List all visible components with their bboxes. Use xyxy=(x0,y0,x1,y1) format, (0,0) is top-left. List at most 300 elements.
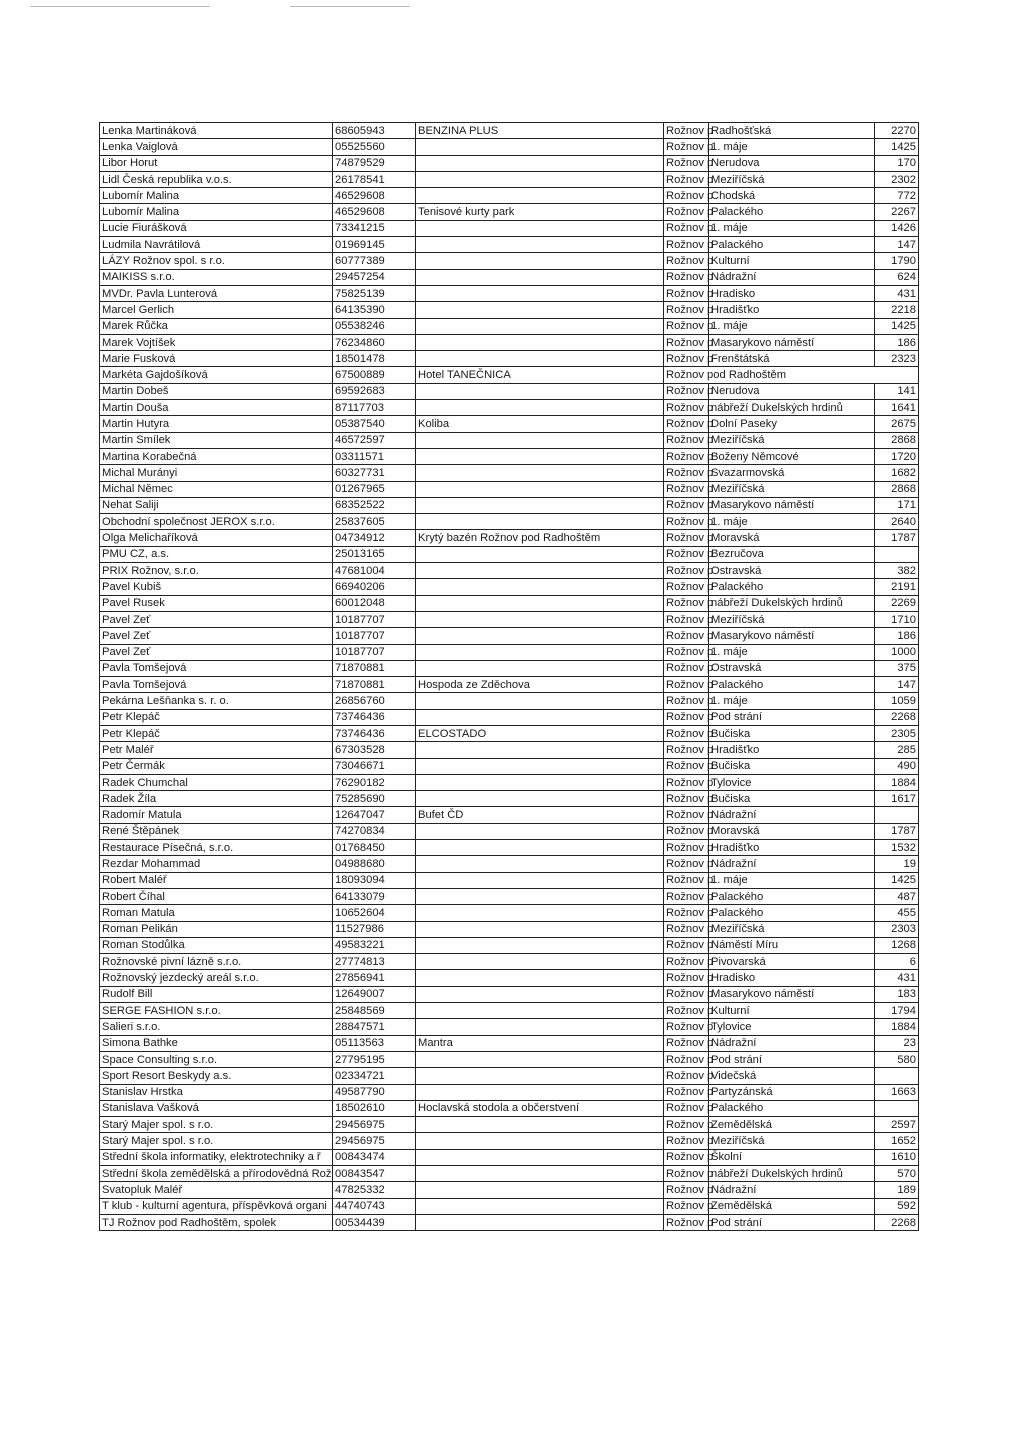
house-number-cell: 2268 xyxy=(875,709,919,725)
subject-name-cell: Střední škola zemědělská a přírodovědná Rož xyxy=(100,1166,333,1182)
establishment-cell xyxy=(416,872,664,888)
table-row xyxy=(100,774,919,790)
ico-cell: 46529608 xyxy=(333,188,416,204)
table-row xyxy=(100,123,919,139)
table-row xyxy=(100,334,919,350)
town-cell: Rožnov p xyxy=(664,823,709,839)
table-row xyxy=(100,1182,919,1198)
street-cell: Masarykovo náměstí xyxy=(709,334,875,350)
establishment-cell xyxy=(416,823,664,839)
establishment-cell xyxy=(416,921,664,937)
establishment-cell: BENZINA PLUS xyxy=(416,123,664,139)
house-number-cell: 2305 xyxy=(875,725,919,741)
table-row xyxy=(100,595,919,611)
town-cell: Rožnov p xyxy=(664,204,709,220)
town-cell: Rožnov p xyxy=(664,1019,709,1035)
ico-cell: 64135390 xyxy=(333,302,416,318)
street-cell: Hradisko xyxy=(709,970,875,986)
table-row xyxy=(100,1149,919,1165)
establishment-cell xyxy=(416,856,664,872)
town-cell: Rožnov p xyxy=(664,1003,709,1019)
establishment-cell xyxy=(416,432,664,448)
street-cell: Dolní Paseky xyxy=(709,416,875,432)
subject-name-cell: Radomír Matula xyxy=(100,807,333,823)
subject-name-cell: Roman Stodůlka xyxy=(100,937,333,953)
town-cell: Rožnov p xyxy=(664,1035,709,1051)
subject-name-cell: Markéta Gajdošíková xyxy=(100,367,333,383)
ico-cell: 73746436 xyxy=(333,709,416,725)
establishment-cell: Koliba xyxy=(416,416,664,432)
establishment-cell xyxy=(416,709,664,725)
table-row xyxy=(100,139,919,155)
town-cell: Rožnov p xyxy=(664,269,709,285)
town-cell: Rožnov p xyxy=(664,660,709,676)
street-cell: Pod strání xyxy=(709,1214,875,1230)
table-row xyxy=(100,872,919,888)
street-cell: Hradišťko xyxy=(709,302,875,318)
table-row xyxy=(100,1100,919,1116)
establishment-cell: Bufet ČD xyxy=(416,807,664,823)
town-cell: Rožnov p xyxy=(664,725,709,741)
street-cell: Palackého xyxy=(709,204,875,220)
town-cell: Rožnov p xyxy=(664,758,709,774)
town-cell: Rožnov p xyxy=(664,253,709,269)
ico-cell: 27774813 xyxy=(333,954,416,970)
table-row xyxy=(100,383,919,399)
town-cell: Rožnov p xyxy=(664,1051,709,1067)
subject-name-cell: Pavel Zeť xyxy=(100,644,333,660)
subject-name-cell: Střední škola informatiky, elektrotechniky a ř xyxy=(100,1149,333,1165)
street-cell: Pod strání xyxy=(709,709,875,725)
subject-name-cell: Lidl Česká republika v.o.s. xyxy=(100,171,333,187)
ico-cell: 10187707 xyxy=(333,611,416,627)
street-cell: Chodská xyxy=(709,188,875,204)
ico-cell: 60012048 xyxy=(333,595,416,611)
establishment-cell xyxy=(416,937,664,953)
town-cell: Rožnov p xyxy=(664,595,709,611)
table-row xyxy=(100,400,919,416)
street-cell: Bučiska xyxy=(709,758,875,774)
ico-cell: 12649007 xyxy=(333,986,416,1002)
table-row xyxy=(100,188,919,204)
town-cell: Rožnov p xyxy=(664,579,709,595)
street-cell: 1. máje xyxy=(709,514,875,530)
street-cell: 1. máje xyxy=(709,220,875,236)
register-table xyxy=(99,122,919,1231)
establishment-cell xyxy=(416,1166,664,1182)
subject-name-cell: LÁZY Rožnov spol. s r.o. xyxy=(100,253,333,269)
ico-cell: 73746436 xyxy=(333,725,416,741)
table-row xyxy=(100,269,919,285)
subject-name-cell: Lubomír Malina xyxy=(100,188,333,204)
street-cell: Palackého xyxy=(709,888,875,904)
town-cell: Rožnov p xyxy=(664,840,709,856)
street-cell: Masarykovo náměstí xyxy=(709,628,875,644)
town-cell: Rožnov p xyxy=(664,1133,709,1149)
ico-cell: 67303528 xyxy=(333,742,416,758)
town-cell: Rožnov p xyxy=(664,514,709,530)
subject-name-cell: Pavel Zeť xyxy=(100,628,333,644)
town-cell: Rožnov p xyxy=(664,628,709,644)
street-cell: Nerudova xyxy=(709,155,875,171)
town-cell: Rožnov p xyxy=(664,1214,709,1230)
town-cell: Rožnov p xyxy=(664,448,709,464)
town-cell: Rožnov p xyxy=(664,1198,709,1214)
town-cell: Rožnov p xyxy=(664,1084,709,1100)
house-number-cell: 189 xyxy=(875,1182,919,1198)
establishment-cell xyxy=(416,1149,664,1165)
ico-cell: 47681004 xyxy=(333,563,416,579)
town-cell: Rožnov p xyxy=(664,791,709,807)
street-cell: Nádražní xyxy=(709,807,875,823)
street-cell: Nádražní xyxy=(709,1035,875,1051)
house-number-cell xyxy=(875,1068,919,1084)
subject-name-cell: Robert Maléř xyxy=(100,872,333,888)
house-number-cell: 431 xyxy=(875,285,919,301)
ico-cell: 87117703 xyxy=(333,400,416,416)
subject-name-cell: Petr Čermák xyxy=(100,758,333,774)
town-cell: Rožnov p xyxy=(664,302,709,318)
subject-name-cell: Obchodní společnost JEROX s.r.o. xyxy=(100,514,333,530)
ico-cell: 05538246 xyxy=(333,318,416,334)
street-cell: Školní xyxy=(709,1149,875,1165)
house-number-cell: 183 xyxy=(875,986,919,1002)
town-cell: Rožnov p xyxy=(664,611,709,627)
house-number-cell: 1790 xyxy=(875,253,919,269)
table-row xyxy=(100,546,919,562)
ico-cell: 01267965 xyxy=(333,481,416,497)
house-number-cell: 170 xyxy=(875,155,919,171)
table-row xyxy=(100,1198,919,1214)
ico-cell: 18502610 xyxy=(333,1100,416,1116)
ico-cell: 74270834 xyxy=(333,823,416,839)
establishment-cell xyxy=(416,155,664,171)
ico-cell: 64133079 xyxy=(333,888,416,904)
table-row xyxy=(100,970,919,986)
subject-name-cell: Marie Fusková xyxy=(100,351,333,367)
town-cell: Rožnov p xyxy=(664,188,709,204)
town-cell: Rožnov p xyxy=(664,432,709,448)
subject-name-cell: Petr Klepáč xyxy=(100,709,333,725)
house-number-cell: 6 xyxy=(875,954,919,970)
scan-artifact xyxy=(290,6,410,7)
house-number-cell: 2270 xyxy=(875,123,919,139)
subject-name-cell: Ludmila Navrátilová xyxy=(100,237,333,253)
table-row xyxy=(100,709,919,725)
street-cell: Svazarmovská xyxy=(709,465,875,481)
subject-name-cell: PMU CZ, a.s. xyxy=(100,546,333,562)
street-cell: Tylovice xyxy=(709,774,875,790)
subject-name-cell: Olga Melichaříková xyxy=(100,530,333,546)
town-cell: Rožnov p xyxy=(664,1182,709,1198)
ico-cell: 46529608 xyxy=(333,204,416,220)
house-number-cell: 147 xyxy=(875,677,919,693)
town-cell: Rožnov p xyxy=(664,155,709,171)
ico-cell: 68352522 xyxy=(333,497,416,513)
table-row xyxy=(100,579,919,595)
subject-name-cell: Salieri s.r.o. xyxy=(100,1019,333,1035)
street-cell: Kulturní xyxy=(709,1003,875,1019)
subject-name-cell: Petr Maléř xyxy=(100,742,333,758)
house-number-cell: 570 xyxy=(875,1166,919,1182)
table-row xyxy=(100,514,919,530)
street-cell: Nerudova xyxy=(709,383,875,399)
house-number-cell: 1426 xyxy=(875,220,919,236)
subject-name-cell: René Štěpánek xyxy=(100,823,333,839)
subject-name-cell: Rudolf Bill xyxy=(100,986,333,1002)
ico-cell: 60327731 xyxy=(333,465,416,481)
establishment-cell xyxy=(416,465,664,481)
house-number-cell: 23 xyxy=(875,1035,919,1051)
subject-name-cell: Martina Korabečná xyxy=(100,448,333,464)
street-cell: 1. máje xyxy=(709,693,875,709)
ico-cell: 69592683 xyxy=(333,383,416,399)
subject-name-cell: Roman Matula xyxy=(100,905,333,921)
house-number-cell: 1787 xyxy=(875,530,919,546)
street-cell: Meziříčská xyxy=(709,432,875,448)
establishment-cell: Krytý bazén Rožnov pod Radhoštěm xyxy=(416,530,664,546)
subject-name-cell: Petr Klepáč xyxy=(100,725,333,741)
table-row xyxy=(100,302,919,318)
table-row xyxy=(100,937,919,953)
house-number-cell: 19 xyxy=(875,856,919,872)
subject-name-cell: Stanislav Hrstka xyxy=(100,1084,333,1100)
ico-cell: 73046671 xyxy=(333,758,416,774)
subject-name-cell: PRIX Rožnov, s.r.o. xyxy=(100,563,333,579)
establishment-cell xyxy=(416,269,664,285)
subject-name-cell: Lenka Vaiglová xyxy=(100,139,333,155)
town-cell: Rožnov p xyxy=(664,285,709,301)
establishment-cell xyxy=(416,546,664,562)
ico-cell: 47825332 xyxy=(333,1182,416,1198)
table-row xyxy=(100,1051,919,1067)
house-number-cell: 1000 xyxy=(875,644,919,660)
ico-cell: 18093094 xyxy=(333,872,416,888)
subject-name-cell: Marek Růčka xyxy=(100,318,333,334)
house-number-cell: 375 xyxy=(875,660,919,676)
table-row xyxy=(100,954,919,970)
house-number-cell: 1710 xyxy=(875,611,919,627)
street-cell: Meziříčská xyxy=(709,171,875,187)
ico-cell: 29457254 xyxy=(333,269,416,285)
ico-cell: 05113563 xyxy=(333,1035,416,1051)
house-number-cell: 1641 xyxy=(875,400,919,416)
subject-name-cell: Starý Majer spol. s r.o. xyxy=(100,1133,333,1149)
town-cell: Rožnov p xyxy=(664,400,709,416)
establishment-cell xyxy=(416,1117,664,1133)
ico-cell: 02334721 xyxy=(333,1068,416,1084)
house-number-cell: 1425 xyxy=(875,318,919,334)
house-number-cell: 1610 xyxy=(875,1149,919,1165)
subject-name-cell: Radek Chumchal xyxy=(100,774,333,790)
ico-cell: 28847571 xyxy=(333,1019,416,1035)
table-row xyxy=(100,1117,919,1133)
street-cell: Masarykovo náměstí xyxy=(709,497,875,513)
subject-name-cell: MVDr. Pavla Lunterová xyxy=(100,285,333,301)
house-number-cell: 2191 xyxy=(875,579,919,595)
town-cell: Rožnov p xyxy=(664,807,709,823)
house-number-cell: 186 xyxy=(875,628,919,644)
table-row xyxy=(100,986,919,1002)
town-cell: Rožnov p xyxy=(664,644,709,660)
street-cell: nábřeží Dukelských hrdinů xyxy=(709,400,875,416)
house-number-cell: 1884 xyxy=(875,774,919,790)
establishment-cell xyxy=(416,1019,664,1035)
establishment-cell xyxy=(416,237,664,253)
street-cell: Palackého xyxy=(709,237,875,253)
house-number-cell: 1617 xyxy=(875,791,919,807)
town-cell: Rožnov p xyxy=(664,465,709,481)
street-cell: Videčská xyxy=(709,1068,875,1084)
table-row xyxy=(100,888,919,904)
establishment-cell xyxy=(416,1214,664,1230)
table-row xyxy=(100,530,919,546)
subject-name-cell: Lenka Martináková xyxy=(100,123,333,139)
table-row xyxy=(100,497,919,513)
town-cell: Rožnov p xyxy=(664,872,709,888)
table-row xyxy=(100,155,919,171)
subject-name-cell: Lucie Fiurášková xyxy=(100,220,333,236)
subject-name-cell: Roman Pelikán xyxy=(100,921,333,937)
house-number-cell: 186 xyxy=(875,334,919,350)
house-number-cell xyxy=(875,807,919,823)
subject-name-cell: SERGE FASHION s.r.o. xyxy=(100,1003,333,1019)
subject-name-cell: Pekárna Lešňanka s. r. o. xyxy=(100,693,333,709)
establishment-cell xyxy=(416,1068,664,1084)
street-cell: Nádražní xyxy=(709,856,875,872)
street-cell: Palackého xyxy=(709,1100,875,1116)
town-cell: Rožnov p xyxy=(664,774,709,790)
street-cell: Bučiska xyxy=(709,725,875,741)
establishment-cell xyxy=(416,791,664,807)
street-cell: Palackého xyxy=(709,579,875,595)
register-table-body xyxy=(100,123,919,1231)
town-cell: Rožnov p xyxy=(664,546,709,562)
subject-name-cell: Space Consulting s.r.o. xyxy=(100,1051,333,1067)
town-cell: Rožnov pod Radhoštěm xyxy=(664,367,919,383)
house-number-cell: 455 xyxy=(875,905,919,921)
table-row xyxy=(100,318,919,334)
establishment-cell: Tenisové kurty park xyxy=(416,204,664,220)
establishment-cell xyxy=(416,302,664,318)
house-number-cell: 1884 xyxy=(875,1019,919,1035)
street-cell: Kulturní xyxy=(709,253,875,269)
house-number-cell: 2675 xyxy=(875,416,919,432)
establishment-cell xyxy=(416,644,664,660)
street-cell: Masarykovo náměstí xyxy=(709,986,875,1002)
house-number-cell: 431 xyxy=(875,970,919,986)
house-number-cell: 1268 xyxy=(875,937,919,953)
establishment-cell xyxy=(416,1051,664,1067)
street-cell: Hradisko xyxy=(709,285,875,301)
house-number-cell: 2268 xyxy=(875,1214,919,1230)
table-row xyxy=(100,237,919,253)
table-row xyxy=(100,921,919,937)
establishment-cell: ELCOSTADO xyxy=(416,725,664,741)
subject-name-cell: Martin Douša xyxy=(100,400,333,416)
table-row xyxy=(100,367,919,383)
street-cell: Meziříčská xyxy=(709,1133,875,1149)
ico-cell: 73341215 xyxy=(333,220,416,236)
street-cell: Radhošťská xyxy=(709,123,875,139)
ico-cell: 66940206 xyxy=(333,579,416,595)
house-number-cell xyxy=(875,546,919,562)
table-row xyxy=(100,220,919,236)
town-cell: Rožnov p xyxy=(664,954,709,970)
establishment-cell xyxy=(416,905,664,921)
house-number-cell: 1787 xyxy=(875,823,919,839)
subject-name-cell: Michal Murányi xyxy=(100,465,333,481)
street-cell: Palackého xyxy=(709,905,875,921)
ico-cell: 26856760 xyxy=(333,693,416,709)
street-cell: Nádražní xyxy=(709,1182,875,1198)
ico-cell: 71870881 xyxy=(333,660,416,676)
ico-cell: 67500889 xyxy=(333,367,416,383)
establishment-cell xyxy=(416,188,664,204)
town-cell: Rožnov p xyxy=(664,888,709,904)
house-number-cell: 382 xyxy=(875,563,919,579)
subject-name-cell: Nehat Saliji xyxy=(100,497,333,513)
table-row xyxy=(100,1019,919,1035)
establishment-cell xyxy=(416,628,664,644)
town-cell: Rožnov p xyxy=(664,220,709,236)
table-row xyxy=(100,693,919,709)
establishment-cell: Hospoda ze Zděchova xyxy=(416,677,664,693)
table-row xyxy=(100,840,919,856)
street-cell: Ostravská xyxy=(709,563,875,579)
ico-cell: 05387540 xyxy=(333,416,416,432)
subject-name-cell: Radek Žíla xyxy=(100,791,333,807)
scan-artifact xyxy=(30,6,210,7)
street-cell: Palackého xyxy=(709,677,875,693)
ico-cell: 44740743 xyxy=(333,1198,416,1214)
street-cell: 1. máje xyxy=(709,872,875,888)
street-cell: nábřeží Dukelských hrdinů xyxy=(709,595,875,611)
establishment-cell xyxy=(416,970,664,986)
table-row xyxy=(100,1068,919,1084)
street-cell: Nádražní xyxy=(709,269,875,285)
table-row xyxy=(100,856,919,872)
subject-name-cell: Libor Horut xyxy=(100,155,333,171)
town-cell: Rožnov p xyxy=(664,416,709,432)
establishment-cell xyxy=(416,888,664,904)
street-cell: Ostravská xyxy=(709,660,875,676)
subject-name-cell: Restaurace Písečná, s.r.o. xyxy=(100,840,333,856)
ico-cell: 75825139 xyxy=(333,285,416,301)
ico-cell: 25837605 xyxy=(333,514,416,530)
table-row xyxy=(100,448,919,464)
street-cell: Meziříčská xyxy=(709,921,875,937)
ico-cell: 03311571 xyxy=(333,448,416,464)
house-number-cell: 2218 xyxy=(875,302,919,318)
town-cell: Rožnov p xyxy=(664,742,709,758)
house-number-cell: 1425 xyxy=(875,139,919,155)
establishment-cell xyxy=(416,285,664,301)
establishment-cell xyxy=(416,1182,664,1198)
table-row xyxy=(100,1084,919,1100)
street-cell: Boženy Němcové xyxy=(709,448,875,464)
subject-name-cell: T klub - kulturní agentura, příspěvková organi xyxy=(100,1198,333,1214)
ico-cell: 04734912 xyxy=(333,530,416,546)
establishment-cell xyxy=(416,611,664,627)
establishment-cell xyxy=(416,171,664,187)
subject-name-cell: Simona Bathke xyxy=(100,1035,333,1051)
house-number-cell: 2323 xyxy=(875,351,919,367)
subject-name-cell: Rožnovské pivní lázně s.r.o. xyxy=(100,954,333,970)
subject-name-cell: Marek Vojtíšek xyxy=(100,334,333,350)
establishment-cell xyxy=(416,774,664,790)
subject-name-cell: Martin Smílek xyxy=(100,432,333,448)
